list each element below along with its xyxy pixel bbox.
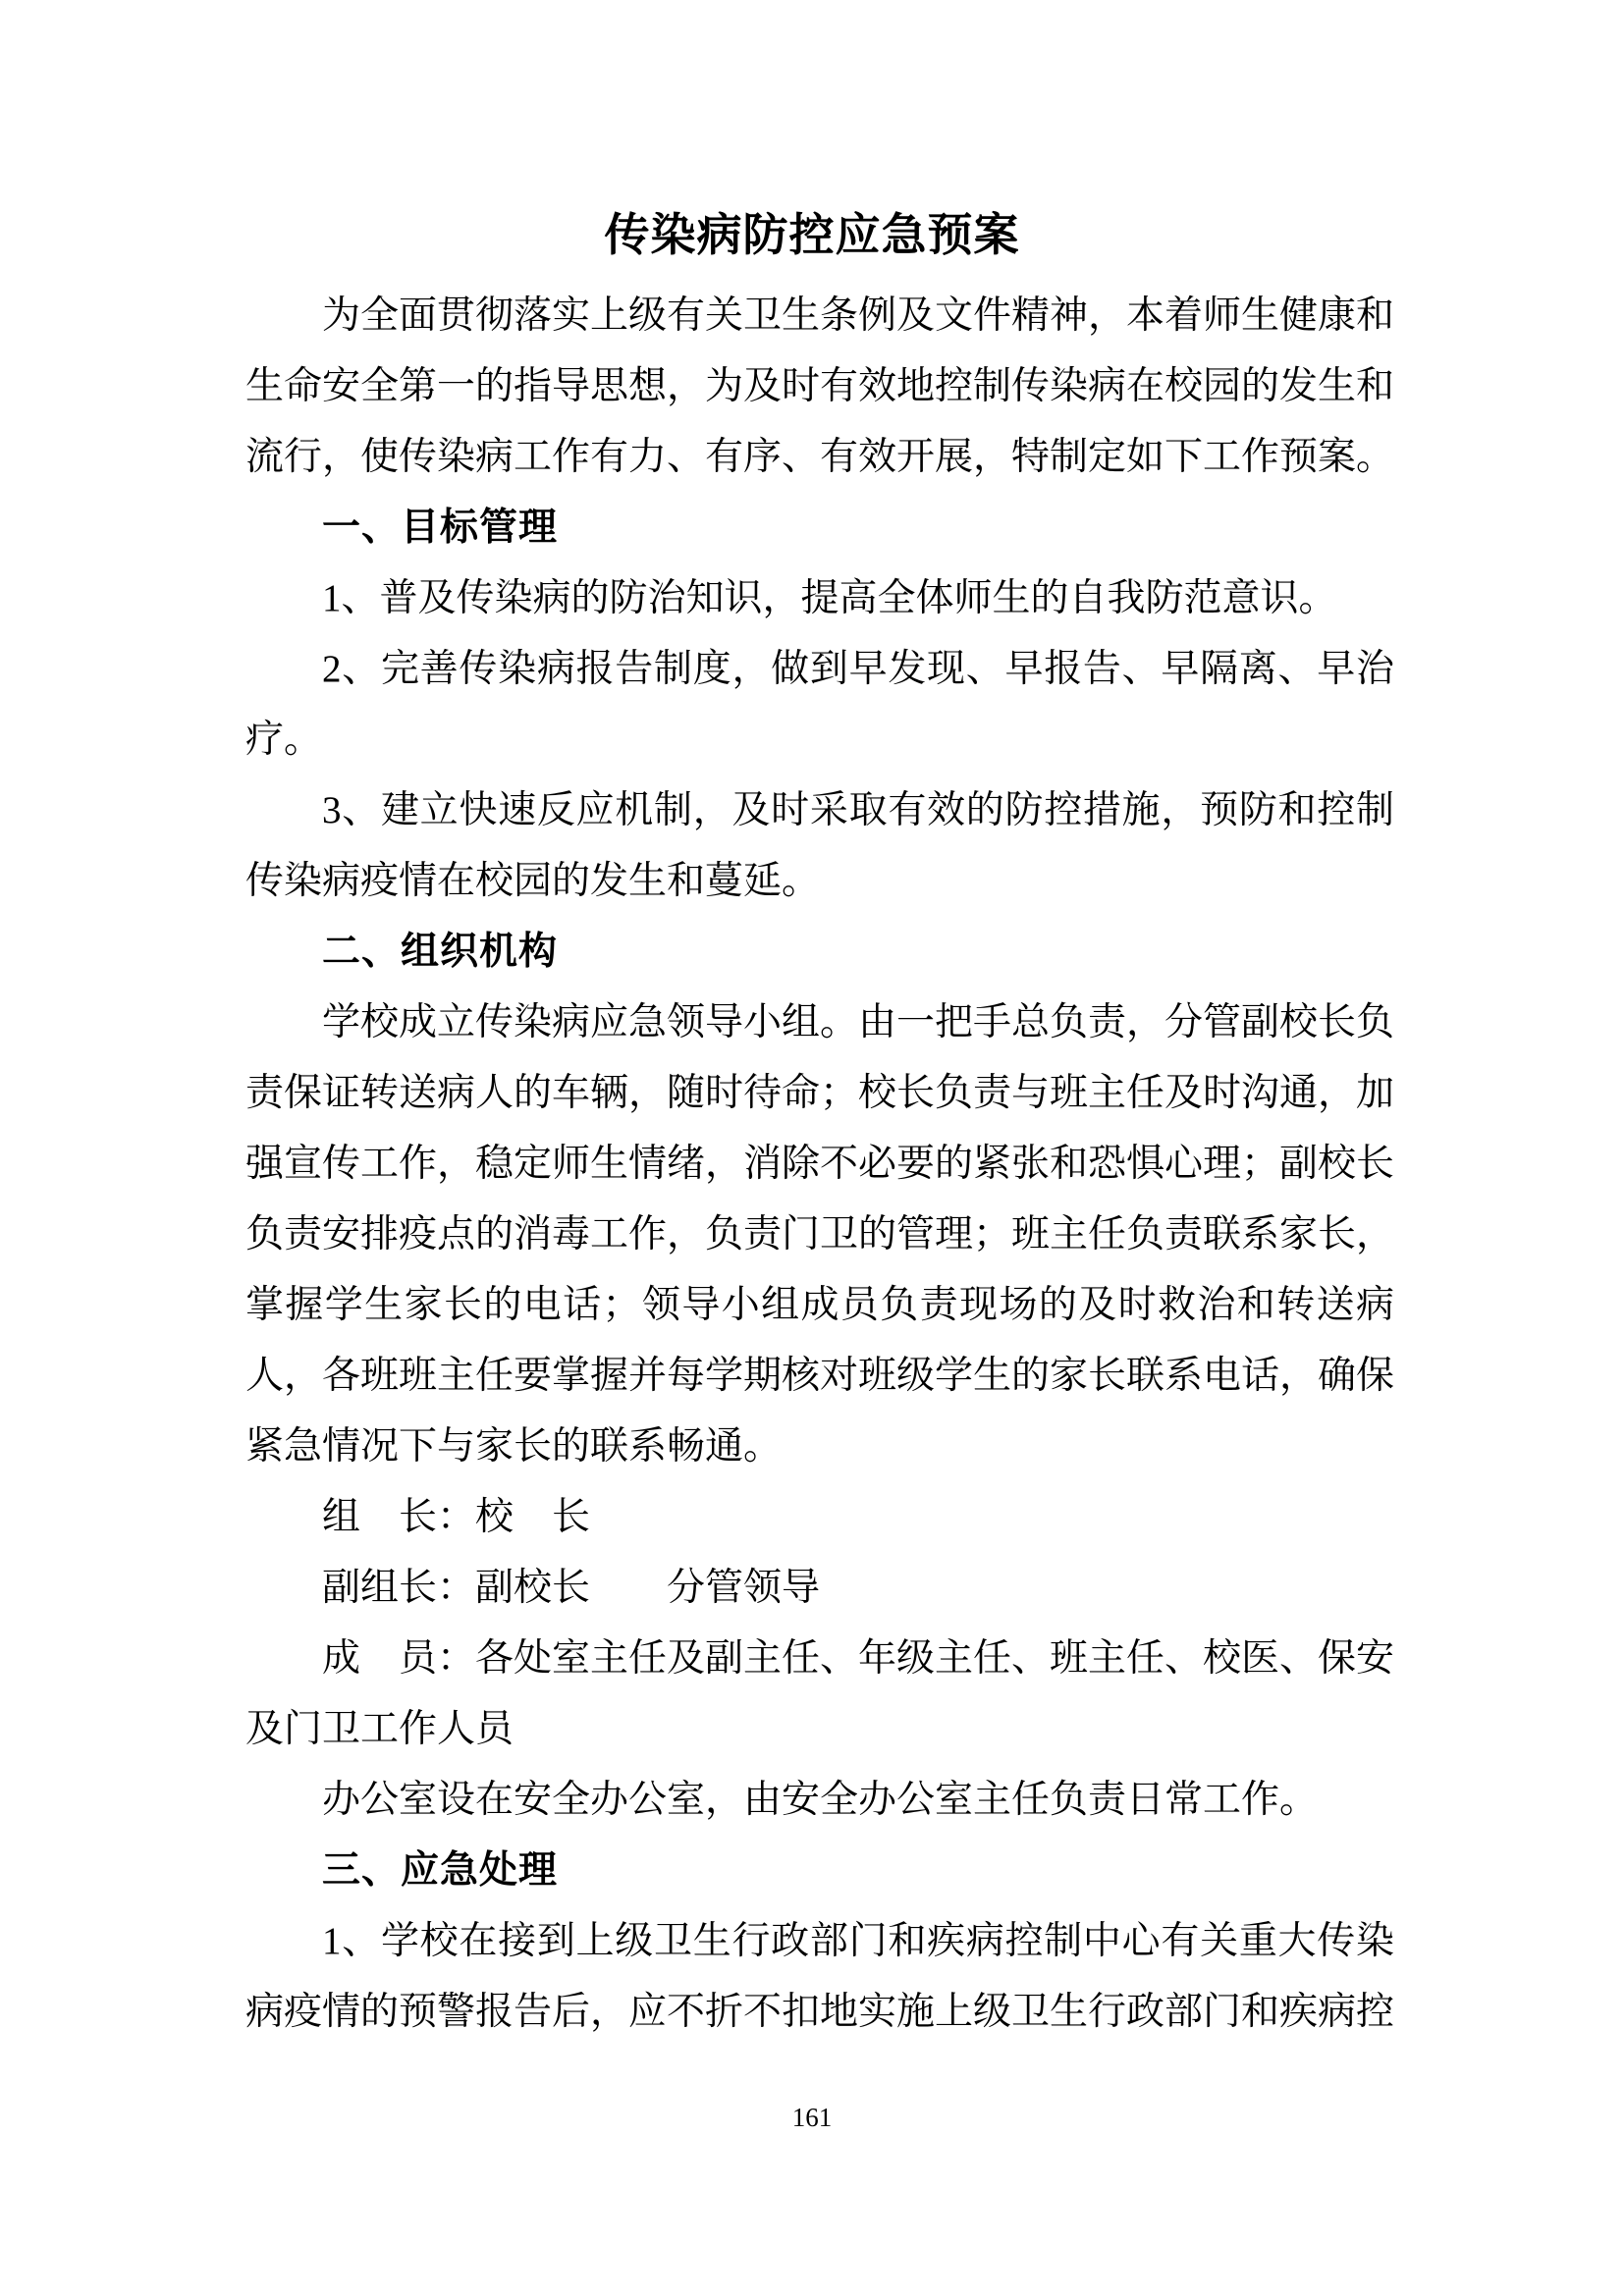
paragraph-deputy-leader: 副组长：副校长 分管领导 xyxy=(322,1567,821,1609)
paragraph-goal-1: 1、普及传染病的防治知识，提高全体师生的自我防范意识。 xyxy=(322,577,1337,619)
heading-section-1: 一、目标管理 xyxy=(322,507,559,549)
heading-section-3: 三、应急处理 xyxy=(322,1849,559,1892)
page-number: 161 xyxy=(791,2103,833,2132)
heading-section-2: 二、组织机构 xyxy=(322,931,559,973)
paragraph-emergency-1: 1、学校在接到上级卫生行政部门和疾病控制中心有关重大传染病疫情的预警报告后，应不折不扣地实施上级卫生行政部门和疾病控 xyxy=(245,1920,1395,2033)
paragraph-intro: 为全面贯彻落实上级有关卫生条例及文件精神，本着师生健康和生命安全第一的指导思想，为及时有效地控制传染病在校园的发生和流行，使传染病工作有力、有序、有效开展，特制定如下工作预案。 xyxy=(245,294,1395,478)
paragraph-organization: 学校成立传染病应急领导小组。由一把手总负责，分管副校长负责保证转送病人的车辆，随时待命；校长负责与班主任及时沟通，加强宣传工作，稳定师生情绪，消除不必要的紧张和恐惧心理；副校长负责安排疫点的消毒工作，负责门卫的管理；班主任负责联系家长，掌握学生家长的电话；领导小组成员负责现场的及时救治和转送病人，各班班主任要掌握并每学期核对班级学生的家长联系电话，确保紧急情况下与家长的联系畅通。 xyxy=(245,1001,1395,1468)
paragraph-goal-3: 3、建立快速反应机制，及时采取有效的防控措施，预防和控制传染病疫情在校园的发生和蔓延。 xyxy=(245,789,1394,902)
paragraph-goal-2: 2、完善传染病报告制度，做到早发现、早报告、早隔离、早治疗。 xyxy=(245,648,1394,761)
document-title: 传染病防控应急预案 xyxy=(604,209,1020,260)
paragraph-members: 成 员：各处室主任及副主任、年级主任、班主任、校医、保安及门卫工作人员 xyxy=(245,1637,1395,1750)
document-body xyxy=(245,281,1394,2048)
paragraph-leader: 组 长：校 长 xyxy=(322,1496,591,1538)
paragraph-office: 办公室设在安全办公室，由安全办公室主任负责日常工作。 xyxy=(322,1779,1319,1821)
